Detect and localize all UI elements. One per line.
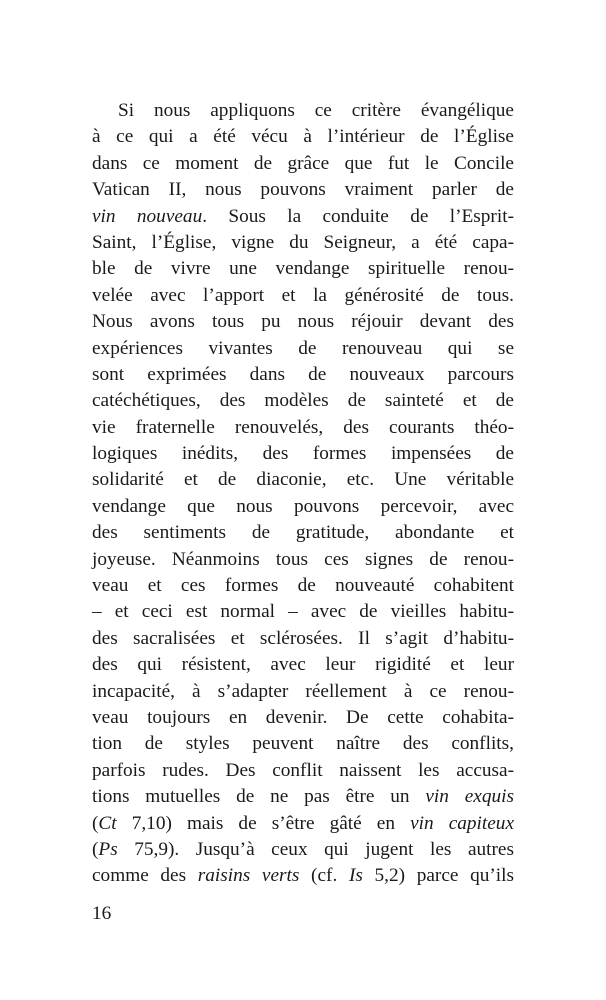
page-number: 16 <box>92 903 112 924</box>
text-span: ( <box>92 838 99 860</box>
text-span: sont exprimées dans de nouveaux parcours <box>92 363 514 385</box>
text-line <box>92 705 514 731</box>
text-span: des sacralisées et sclérosées. Il s’agit d’habitu- <box>92 627 514 649</box>
text-span: des qui résistent, avec leur rigidité et leur <box>92 654 514 676</box>
italic-span: Ct <box>98 812 117 834</box>
text-span: 75,9). Jusqu’à ceux qui jugent les autres <box>117 838 514 860</box>
text-line <box>92 362 514 388</box>
text-span: 7,10) mais de s’être gâté en <box>116 812 411 834</box>
text-span: incapacité, à s’adapter réellement à ce renou- <box>92 680 514 702</box>
text-line <box>92 731 514 757</box>
text-span: Nous avons tous pu nous réjouir devant des <box>92 311 514 333</box>
text-span: catéchétiques, des modèles de sainteté et de <box>92 390 514 412</box>
text-line <box>92 151 514 177</box>
italic-span: raisins verts <box>197 865 300 887</box>
text-span: parfois rudes. Des conflit naissent les accusa- <box>92 759 514 781</box>
text-span: comme des <box>92 865 198 887</box>
text-span: logiques inédits, des formes impensées de <box>92 443 514 465</box>
text-line <box>92 758 514 784</box>
text-span: solidarité et de diaconie, etc. Une véritable <box>92 469 514 491</box>
text-line <box>92 837 514 863</box>
text-line <box>92 336 514 362</box>
text-span: velée avec l’apport et la générosité de tous. <box>92 284 514 306</box>
text-line <box>92 177 514 203</box>
text-line <box>92 863 514 889</box>
text-span: vie fraternelle renouvelés, des courants théo- <box>92 416 514 438</box>
text-line <box>92 415 514 441</box>
italic-span: vin nouveau <box>92 205 203 227</box>
text-line <box>92 124 514 150</box>
text-span: tions mutuelles de ne pas être un <box>92 786 426 808</box>
text-line <box>92 811 514 837</box>
text-line <box>92 98 514 124</box>
text-line <box>92 494 514 520</box>
text-line <box>92 467 514 493</box>
text-line <box>92 626 514 652</box>
text-line <box>92 441 514 467</box>
text-span: 5,2) parce qu’ils <box>362 865 514 887</box>
text-line <box>92 204 514 230</box>
text-line <box>92 520 514 546</box>
text-span: dans ce moment de grâce que fut le Concile <box>92 152 514 174</box>
text-line <box>92 547 514 573</box>
text-line <box>92 652 514 678</box>
italic-span: Is <box>348 865 363 887</box>
text-span: Saint, l’Église, vigne du Seigneur, a été capa- <box>92 231 514 253</box>
text-line <box>92 283 514 309</box>
text-span: Vatican II, nous pouvons vraiment parler de <box>92 179 514 201</box>
text-span: ( <box>92 812 99 834</box>
text-span: veau toujours en devenir. De cette cohabita- <box>92 706 514 728</box>
text-span: joyeuse. Néanmoins tous ces signes de renou- <box>92 548 514 570</box>
text-line <box>92 256 514 282</box>
text-span: (cf. <box>299 865 349 887</box>
text-line <box>92 599 514 625</box>
text-span: vendange que nous pouvons percevoir, avec <box>92 495 514 517</box>
text-span: à ce qui a été vécu à l’intérieur de l’Église <box>92 126 514 148</box>
text-span: des sentiments de gratitude, abondante et <box>92 522 514 544</box>
text-span: ble de vivre une vendange spirituelle renou- <box>92 258 514 280</box>
text-line <box>92 388 514 414</box>
body-text <box>92 98 514 890</box>
italic-span: vin exquis <box>425 786 514 808</box>
text-line <box>92 230 514 256</box>
text-span: – et ceci est normal – avec de vieilles habitu- <box>92 601 514 623</box>
text-span: expériences vivantes de renouveau qui se <box>92 337 514 359</box>
text-span: . Sous la conduite de l’Esprit- <box>202 205 514 227</box>
text-span: veau et ces formes de nouveauté cohabitent <box>92 575 514 597</box>
text-line <box>92 573 514 599</box>
text-span: Si nous appliquons ce critère évangélique <box>118 100 514 121</box>
text-line <box>92 784 514 810</box>
text-line <box>92 679 514 705</box>
text-span: tion de styles peuvent naître des conflits, <box>92 733 514 755</box>
text-line <box>92 309 514 335</box>
italic-span: vin capiteux <box>410 812 514 834</box>
italic-span: Ps <box>98 838 118 860</box>
